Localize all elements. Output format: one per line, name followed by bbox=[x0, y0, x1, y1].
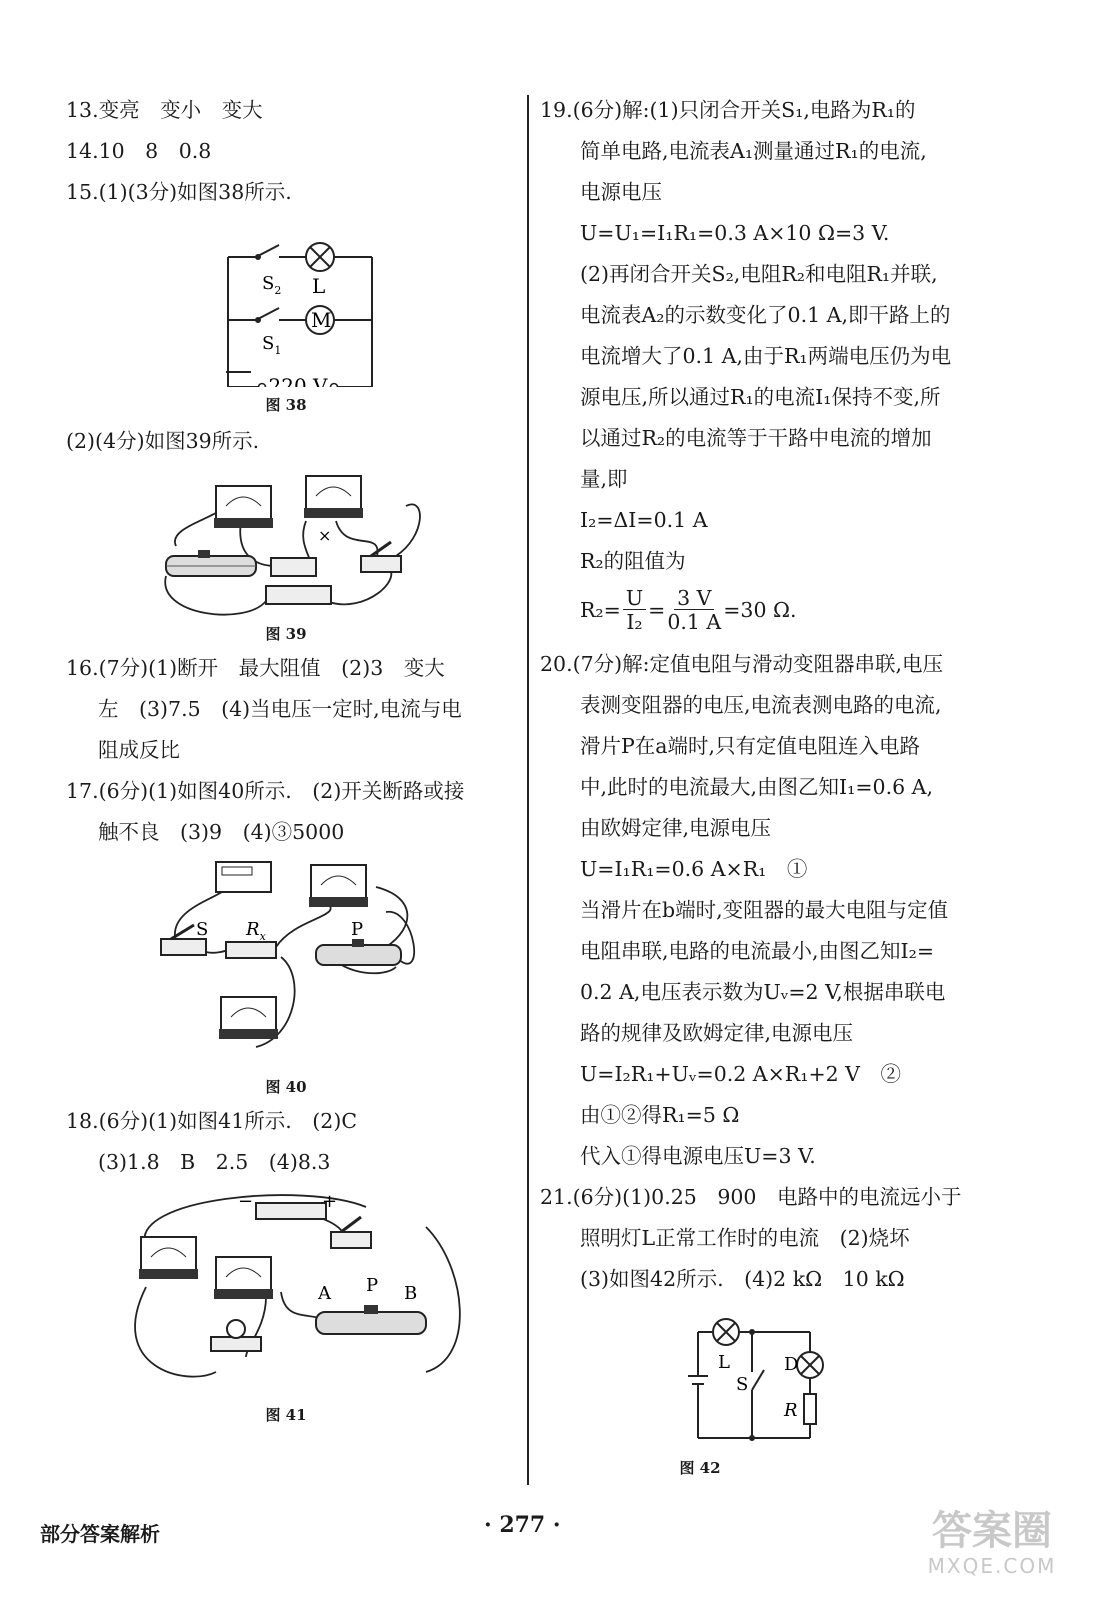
power-supply-icon bbox=[216, 862, 271, 892]
answer-20-line13: 代入①得电源电压U=3 V. bbox=[580, 1144, 816, 1168]
formula-numerator-1: U bbox=[623, 587, 646, 610]
battery-icon bbox=[266, 586, 331, 604]
formula-denominator-1: I₂ bbox=[626, 609, 643, 634]
rheostat-p-label: P bbox=[366, 1275, 379, 1296]
answer-15-1: 15.(1)(3分)如图38所示. bbox=[66, 180, 292, 204]
answer-21-line3: (3)如图42所示. (4)2 kΩ 10 kΩ bbox=[580, 1267, 905, 1291]
figure-38-caption: 图 38 bbox=[265, 396, 307, 414]
answer-20-line11: U=I₂R₁+Uᵥ=0.2 A×R₁+2 V ② bbox=[580, 1062, 901, 1086]
formula-denominator-2: 0.1 A bbox=[667, 609, 722, 634]
rheostat-a-label: A bbox=[318, 1283, 331, 1304]
figure-41 bbox=[66, 1187, 506, 1425]
voltmeter-icon bbox=[214, 1257, 273, 1299]
answer-20-line8: 电阻串联,电路的电流最小,由图乙知I₂= bbox=[580, 939, 935, 963]
answer-20-line2: 表测变阻器的电压,电流表测电路的电流, bbox=[580, 693, 942, 717]
formula-equals: = bbox=[648, 598, 666, 622]
apparatus-diagram-39 bbox=[66, 466, 506, 616]
switch-s-label: S bbox=[196, 919, 209, 940]
figure-39 bbox=[66, 466, 506, 644]
answer-19-formula bbox=[580, 582, 1000, 638]
answer-20-line7: 当滑片在b端时,变阻器的最大电阻与定值 bbox=[580, 898, 949, 922]
column-divider bbox=[527, 95, 529, 1485]
answer-19-line6: 电流表A₂的示数变化了0.1 A,即干路上的 bbox=[580, 303, 951, 327]
figure-40-caption: 图 40 bbox=[265, 1078, 307, 1096]
watermark-url: MXQE.COM bbox=[927, 1554, 1057, 1578]
slider-p-label: P bbox=[351, 919, 364, 940]
answer-20-line1: 20.(7分)解:定值电阻与滑动变阻器串联,电压 bbox=[540, 652, 944, 676]
resistor-rx-label: $R_x$ bbox=[246, 919, 266, 943]
voltage-label: 220 V bbox=[268, 374, 328, 387]
diode-d-label: D bbox=[784, 1354, 799, 1375]
lamp-l-label: L bbox=[718, 1352, 730, 1373]
page-number: · 277 · bbox=[484, 1512, 561, 1538]
ammeter-icon bbox=[214, 486, 273, 528]
formula-fraction-1 bbox=[623, 587, 646, 634]
answer-19-line3: 电源电压 bbox=[580, 180, 662, 204]
answer-21-line1: 21.(6分)(1)0.25 900 电路中的电流远小于 bbox=[540, 1185, 962, 1209]
formula-fraction-2 bbox=[667, 587, 721, 634]
answer-16-line1: 16.(7分)(1)断开 最大阻值 (2)3 变大 bbox=[66, 656, 445, 680]
answer-20-line4: 中,此时的电流最大,由图乙知I₁=0.6 A, bbox=[580, 775, 933, 799]
cross-mark: × bbox=[318, 526, 332, 545]
answer-19-line1: 19.(6分)解:(1)只闭合开关S₁,电路为R₁的 bbox=[540, 98, 916, 122]
battery-minus-label: − bbox=[238, 1191, 254, 1212]
figure-42-caption: 图 42 bbox=[679, 1459, 721, 1477]
ammeter-icon bbox=[139, 1237, 198, 1279]
answer-20-line12: 由①②得R₁=5 Ω bbox=[580, 1103, 740, 1127]
rheostat-b-label: B bbox=[404, 1283, 418, 1304]
answer-16-line2: 左 (3)7.5 (4)当电压一定时,电流与电 bbox=[98, 697, 462, 721]
answer-18-line2: (3)1.8 B 2.5 (4)8.3 bbox=[98, 1150, 331, 1174]
switch-s2-label: $S_2$ bbox=[262, 273, 282, 297]
formula-rhs: =30 Ω. bbox=[723, 598, 797, 622]
switch-icon bbox=[361, 542, 401, 572]
answer-16-line3: 阻成反比 bbox=[98, 738, 180, 762]
formula-lhs: R₂= bbox=[580, 598, 621, 622]
answer-19-line4: U=U₁=I₁R₁=0.3 A×10 Ω=3 V. bbox=[580, 221, 890, 245]
answer-17-line1: 17.(6分)(1)如图40所示. (2)开关断路或接 bbox=[66, 779, 465, 803]
figure-41-caption: 图 41 bbox=[265, 1406, 307, 1424]
apparatus-diagram-41 bbox=[66, 1187, 506, 1397]
resistor-icon bbox=[271, 558, 316, 576]
rheostat-icon bbox=[166, 550, 256, 576]
motor-m-label: M bbox=[311, 308, 332, 332]
switch-icon bbox=[331, 1217, 371, 1248]
figure-42 bbox=[580, 1310, 1000, 1480]
watermark-logo bbox=[906, 1508, 1078, 1578]
answer-19-line8: 源电压,所以通过R₁的电流I₁保持不变,所 bbox=[580, 385, 941, 409]
left-column bbox=[66, 90, 506, 1429]
resistor-rx-icon bbox=[226, 942, 276, 958]
answer-20-line10: 路的规律及欧姆定律,电源电压 bbox=[580, 1021, 854, 1045]
bulb-icon bbox=[211, 1320, 261, 1351]
battery-icon bbox=[256, 1203, 326, 1219]
battery-plus-label: + bbox=[322, 1191, 338, 1212]
answer-19-line10: 量,即 bbox=[580, 467, 628, 491]
switch-s1-label: $S_1$ bbox=[262, 333, 282, 357]
answer-15-2: (2)(4分)如图39所示. bbox=[66, 429, 260, 453]
circuit-diagram-42 bbox=[580, 1310, 1000, 1450]
answer-19-line2: 简单电路,电流表A₁测量通过R₁的电流, bbox=[580, 139, 927, 163]
voltmeter-icon bbox=[304, 476, 363, 518]
rheostat-icon bbox=[316, 1305, 426, 1334]
answer-20-line6: U=I₁R₁=0.6 A×R₁ ① bbox=[580, 857, 808, 881]
formula-numerator-2: 3 V bbox=[674, 587, 714, 610]
figure-38 bbox=[66, 217, 506, 417]
answer-19-line7: 电流增大了0.1 A,由于R₁两端电压仍为电 bbox=[580, 344, 952, 368]
answer-13: 13.变亮 变小 变大 bbox=[66, 98, 263, 122]
answer-19-line9: 以通过R₂的电流等于干路中电流的增加 bbox=[580, 426, 932, 450]
section-title: 部分答案解析 bbox=[40, 1522, 160, 1546]
lamp-l-label: L bbox=[312, 274, 326, 298]
voltmeter-icon bbox=[309, 865, 368, 907]
rheostat-icon bbox=[316, 939, 401, 965]
answer-19-line12: R₂的阻值为 bbox=[580, 549, 686, 573]
figure-39-caption: 图 39 bbox=[265, 625, 307, 643]
resistor-r-label: R bbox=[784, 1400, 798, 1421]
watermark-text: 答案圈 bbox=[932, 1508, 1052, 1554]
answer-14: 14.10 8 0.8 bbox=[66, 139, 212, 163]
answer-19-line11: I₂=ΔI=0.1 A bbox=[580, 508, 708, 532]
ammeter-icon bbox=[219, 997, 278, 1039]
figure-40 bbox=[66, 857, 506, 1097]
right-column bbox=[540, 90, 1000, 1484]
answer-17-line2: 触不良 (3)9 (4)③5000 bbox=[98, 820, 345, 844]
apparatus-diagram-40 bbox=[66, 857, 506, 1069]
answer-19-line5: (2)再闭合开关S₂,电阻R₂和电阻R₁并联, bbox=[580, 262, 938, 286]
answer-20-line5: 由欧姆定律,电源电压 bbox=[580, 816, 772, 840]
answer-20-line3: 滑片P在a端时,只有定值电阻连入电路 bbox=[580, 734, 921, 758]
switch-s-label: S bbox=[736, 1374, 749, 1395]
circuit-diagram-38 bbox=[66, 217, 506, 387]
answer-18-line1: 18.(6分)(1)如图41所示. (2)C bbox=[66, 1109, 358, 1133]
answer-21-line2: 照明灯L正常工作时的电流 (2)烧坏 bbox=[580, 1226, 910, 1250]
answer-20-line9: 0.2 A,电压表示数为Uᵥ=2 V,根据串联电 bbox=[580, 980, 946, 1004]
